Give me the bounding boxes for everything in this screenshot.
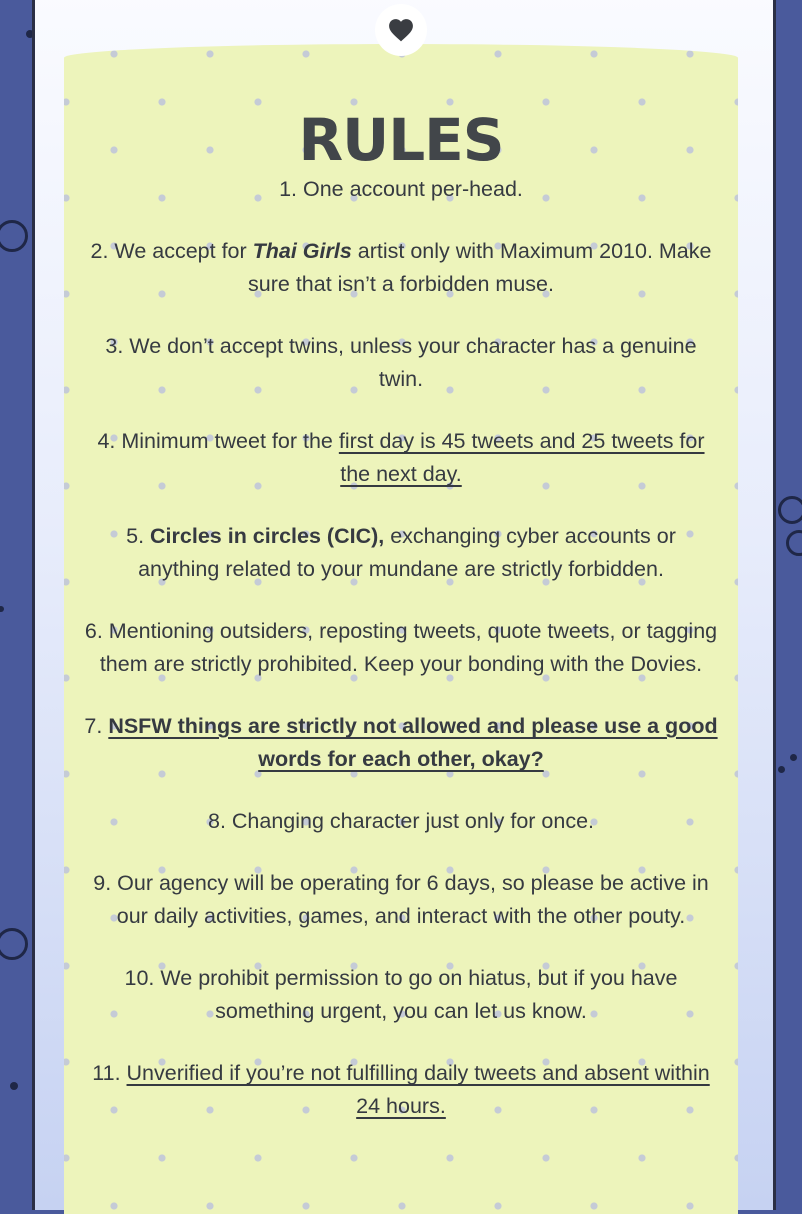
rule-5: 5. Circles in circles (CIC), exchanging cyber accounts or anything related to your mundane are strictly forbidden. [126, 524, 676, 581]
decorative-dot [0, 606, 4, 612]
heart-icon [388, 18, 414, 42]
rule-10: 10. We prohibit permission to go on hiatus, but if you have something urgent, you can let us know. [124, 966, 678, 1023]
rule-6: 6. Mentioning outsiders, reposting tweets, quote tweets, or tagging them are strictly prohibited. Keep your bonding with the Dovies. [84, 619, 718, 676]
underlined-text: first day is 45 tweets and 25 tweets for the next day. [338, 429, 705, 486]
emphasis-text: Circles in circles (CIC), [150, 524, 385, 548]
decorative-dot [790, 754, 797, 761]
decorative-dot [10, 1082, 18, 1090]
heart-badge [375, 4, 427, 56]
emphasis-text: Thai Girls [252, 239, 352, 263]
rules-content [84, 108, 718, 1123]
underlined-text: NSFW things are strictly not allowed and please use a good words for each other, okay? [108, 714, 718, 771]
page-title: RULES [298, 106, 504, 174]
rule-8: 8. Changing character just only for once. [207, 809, 595, 833]
rule-4: 4. Minimum tweet for the first day is 45 tweets and 25 tweets for the next day. [97, 429, 705, 486]
decorative-ring [778, 496, 802, 524]
decorative-ring [786, 530, 802, 556]
underlined-text: Unverified if you’re not fulfilling daily tweets and absent within 24 hours. [126, 1061, 710, 1118]
rule-9: 9. Our agency will be operating for 6 days, so please be active in our daily activities, games, and interact with the other pouty. [93, 871, 709, 928]
decorative-ring [0, 220, 28, 252]
rule-2: 2. We accept for Thai Girls artist only with Maximum 2010. Make sure that isn’t a forbidden muse. [90, 239, 712, 296]
rule-7: 7. NSFW things are strictly not allowed and please use a good words for each other, okay? [84, 714, 718, 771]
decorative-dot [778, 766, 785, 773]
decorative-ring [0, 928, 28, 960]
rule-3: 3. We don’t accept twins, unless your character has a genuine twin. [105, 334, 697, 391]
rule-11: 11. Unverified if you’re not fulfilling daily tweets and absent within 24 hours. [92, 1061, 710, 1118]
rule-1: 1. One account per-head. [279, 177, 523, 201]
